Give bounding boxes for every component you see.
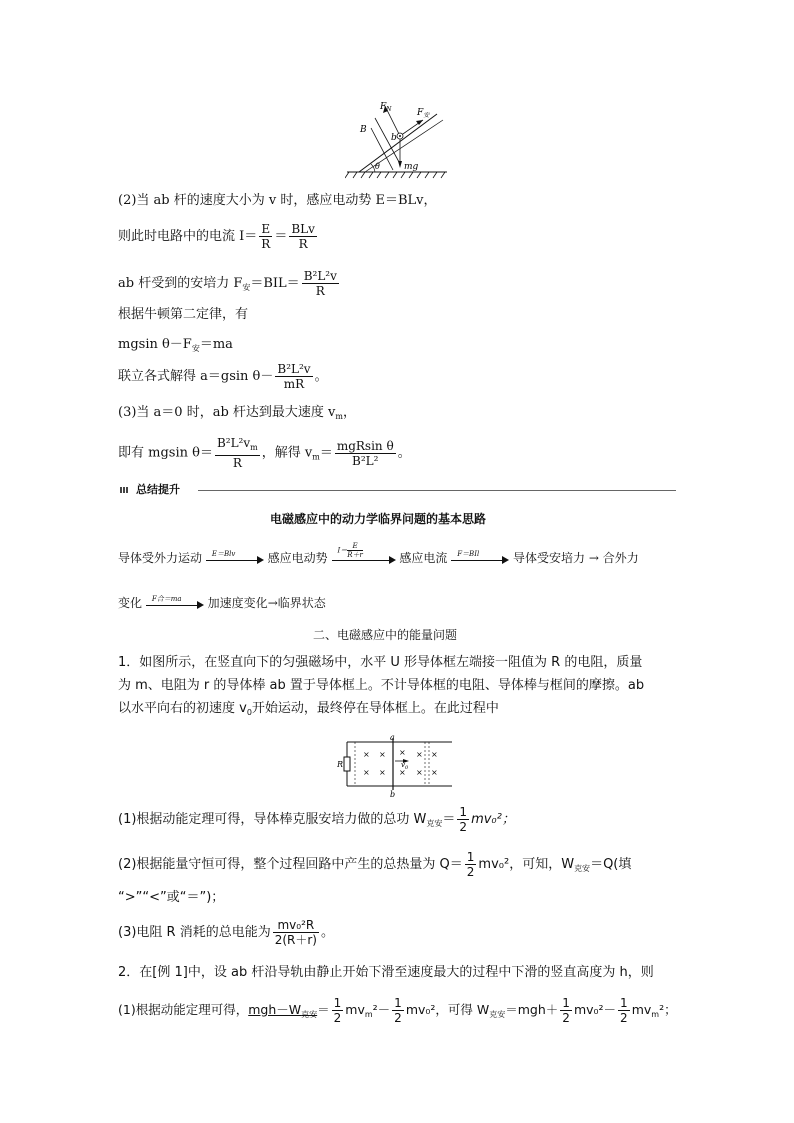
label-theta: θ bbox=[375, 162, 380, 171]
q2-line2 bbox=[118, 222, 319, 251]
q2-line5: mgsin $\theta-F_安=ma$ bbox=[118, 337, 233, 353]
ampere-force-eq: ＝BIL＝ bbox=[250, 276, 300, 291]
svg-text:×: × bbox=[363, 750, 370, 759]
flow-row-2: 变化 F合＝ma 加速度变化→临界状态 bbox=[118, 594, 326, 610]
problem1-line3: 以水平向右的初速度 $v_0$开始运动，最终停在导体框上。在此过程中 bbox=[118, 701, 499, 717]
problem1-line1: 1．如图所示，在竖直向下的匀强磁场中，水平 U 形导体框左端接一阻值为 R 的电阻，质量 bbox=[118, 655, 643, 670]
label-v0: $v_0$ bbox=[401, 761, 409, 771]
label-a: a bbox=[390, 733, 395, 742]
subscript: 安 bbox=[242, 283, 251, 292]
q3-line2: 即有 mgsin θ＝ $\frac{B^2L^2v_m}{R}$ ，解得 $v_m=$ $\frac{\text{mgRsin θ}}{\text{B²L²}}$ 。 bbox=[118, 436, 411, 470]
label-mg: mg bbox=[404, 162, 419, 172]
svg-text:×: × bbox=[431, 750, 438, 759]
svg-text:×: × bbox=[416, 750, 423, 759]
q2-current-label: 则此时电路中的电流 I＝ bbox=[118, 229, 258, 244]
q2-line4: 根据牛顿第二定律，有 bbox=[118, 307, 249, 322]
svg-text:×: × bbox=[363, 768, 370, 777]
problem2-answer1: (1)根据动能定理可得，$mgh-W_{克安}=$ $\frac{1}{2}$ $mv_m^2-$ $\frac{1}{2}$ mv₀²，可得 $W_{克安}=mgh+$ $\frac{1}{2}$ mv₀²－ $\frac{1}{2}$ $mv_m^2$； bbox=[118, 996, 677, 1025]
fraction-energy: $\frac{\text{mv₀²R}}{2(R+r)}$ bbox=[274, 918, 317, 947]
divider bbox=[198, 490, 676, 491]
fraction-vmax: $\frac{\text{mgRsin θ}}{\text{B²L²}}$ bbox=[336, 438, 394, 468]
label-b: b bbox=[391, 133, 397, 143]
example-link[interactable]: [例 1] bbox=[152, 965, 188, 980]
summary-title: 电磁感应中的动力学临界问题的基本思路 bbox=[270, 512, 487, 526]
problem1-line2: 为 m、电阻为 r 的导体棒 ab 置于导体框上。不计导体框的电阻、导体棒与框间的摩擦。ab bbox=[118, 678, 645, 693]
fraction-ampere: $\frac{\text{B²L²v}}{R}$ bbox=[303, 269, 337, 298]
fraction-max-force: $\frac{B^2L^2v_m}{R}$ bbox=[216, 436, 258, 470]
fraction-E-over-R: $\frac{E}{R}$ bbox=[261, 222, 271, 251]
arrow-emf: E＝Blv bbox=[206, 552, 264, 566]
label-R: R bbox=[337, 760, 344, 769]
resistor-icon bbox=[344, 757, 350, 771]
u-frame-diagram bbox=[337, 733, 455, 797]
arrow-current: I＝ $\frac{E}{R+r}$ bbox=[332, 552, 396, 566]
svg-text:×: × bbox=[399, 748, 406, 757]
section2-heading: 二、电磁感应中的能量问题 bbox=[313, 628, 458, 642]
bar-marker-icon bbox=[120, 487, 128, 493]
problem2: 2．在[例 1]中，设 ab 杆沿导轨由静止开始下滑至速度最大的过程中下滑的竖直高度为 h，则 bbox=[118, 965, 654, 980]
label-FA: $F_安$ bbox=[417, 108, 430, 119]
answer2-cont: “>”“<”或“＝”)； bbox=[118, 890, 225, 905]
q2-line6: 联立各式解得 a＝gsin θ－ $\frac{\text{B²L²v}}{mR}$ 。 bbox=[118, 362, 328, 391]
label-FN: $F_N$ bbox=[380, 102, 392, 113]
arrow-force: F＝BIl bbox=[451, 552, 509, 566]
arrow-newton: F合＝ma bbox=[146, 597, 204, 611]
label-B: B bbox=[360, 125, 367, 135]
svg-text:×: × bbox=[431, 768, 438, 777]
fraction-half: $\frac{1}{2}$ bbox=[459, 805, 468, 834]
fraction-accel: $\frac{\text{B²L²v}}{mR}$ bbox=[277, 362, 311, 391]
summary-label: 总结提升 bbox=[132, 481, 184, 497]
svg-text:×: × bbox=[379, 768, 386, 777]
q3-line1: (3)当 a＝0 时，ab 杆达到最大速度 $v_m$， bbox=[118, 405, 356, 421]
svg-text:×: × bbox=[416, 768, 423, 777]
flow-row-1: 导体受外力运动 E＝Blv 感应电动势 I＝ $\frac{E}{R+r}$ 感应电流 F＝BIl 导体受安培力 → 合外力 bbox=[118, 541, 639, 565]
answer1: (1)根据动能定理可得，导体棒克服安培力做的总功 $W_{克安}=$ $\frac{1}{2}$ mv₀²； bbox=[118, 805, 515, 834]
q2-line1: (2)当 ab 杆的速度大小为 v 时，感应电动势 E＝BLv， bbox=[118, 193, 437, 208]
fraction-BLv-over-R: $\frac{\text{BLv}}{R}$ bbox=[291, 222, 315, 251]
answer2: (2)根据能量守恒可得，整个过程回路中产生的总热量为 Q＝ $\frac{1}{2}$ mv₀²，可知，$W_{克安}=Q$(填 bbox=[118, 850, 632, 879]
svg-text:×: × bbox=[399, 768, 406, 777]
incline-force-diagram bbox=[345, 98, 450, 182]
fraction-half: $\frac{1}{2}$ bbox=[466, 850, 475, 879]
equals: ＝ bbox=[274, 229, 288, 244]
ampere-force-label: ab 杆受到的安培力 F bbox=[118, 276, 243, 291]
q2-line3 bbox=[118, 269, 341, 298]
label-b2: b bbox=[390, 790, 396, 797]
svg-text:×: × bbox=[379, 750, 386, 759]
answer3: (3)电阻 R 消耗的总电能为 $\frac{\text{mv₀²R}}{2(R+r)}$ 。 bbox=[118, 918, 335, 947]
summary-header bbox=[120, 484, 676, 496]
